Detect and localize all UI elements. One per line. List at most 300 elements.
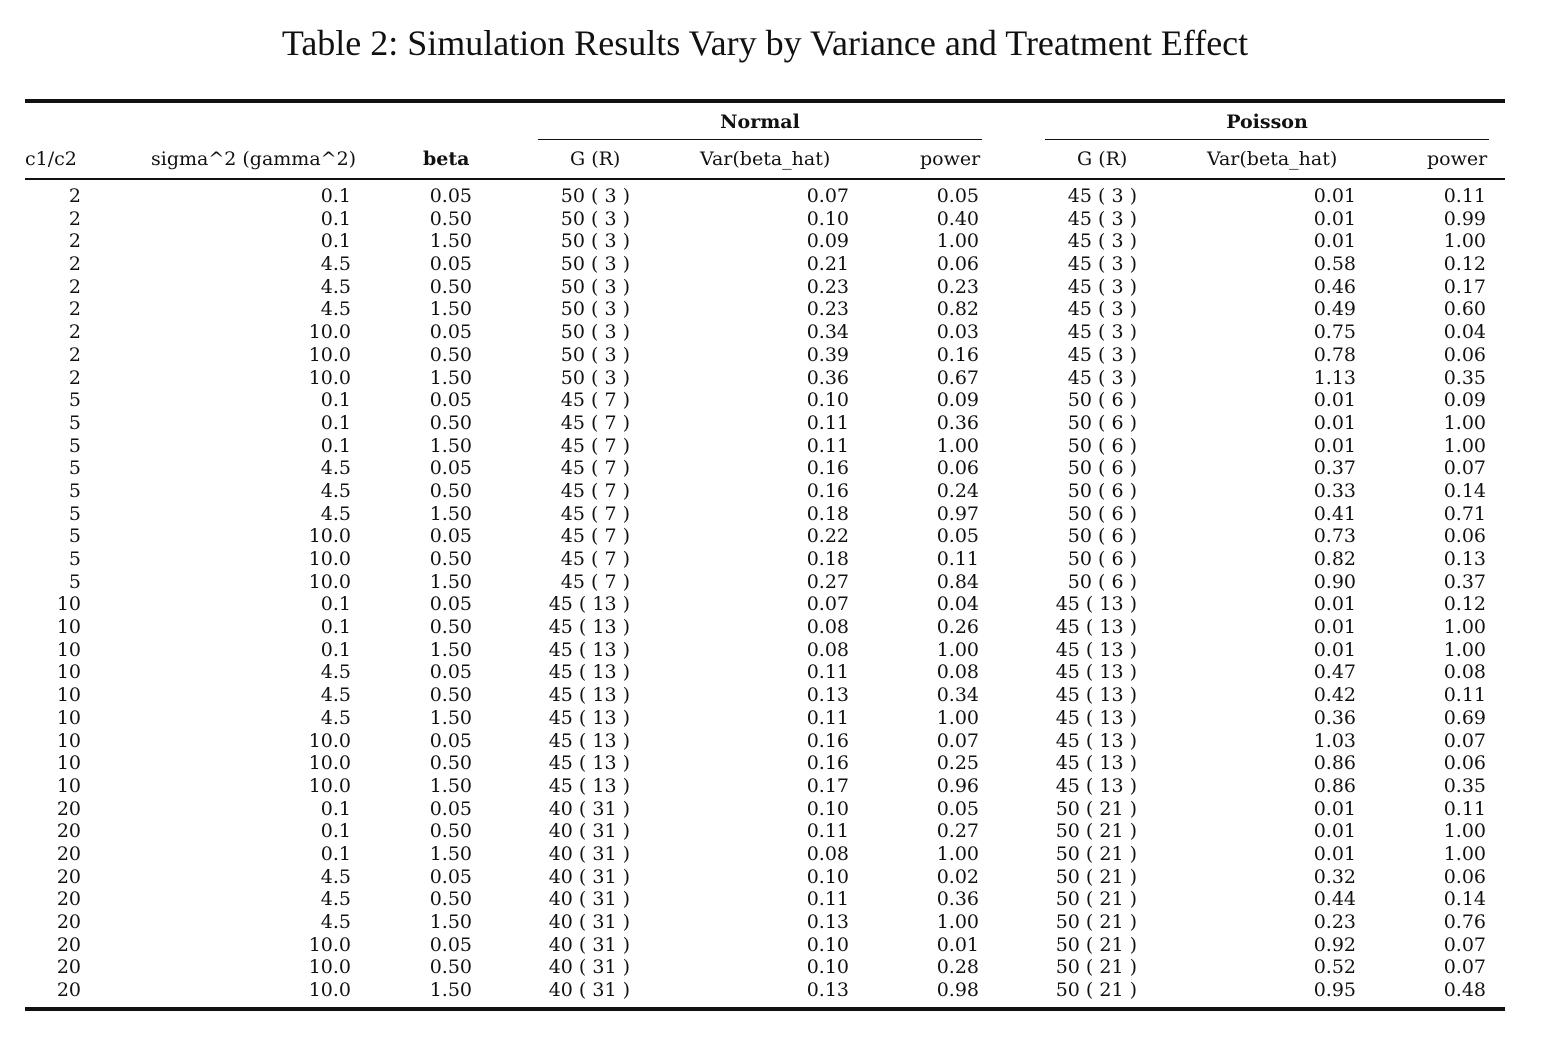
cell-var-poisson: 0.95: [1313, 979, 1356, 1002]
cell-power-poisson: 0.07: [1443, 956, 1486, 979]
cell-power-poisson: 0.07: [1443, 457, 1486, 480]
cell-beta: 0.50: [429, 548, 472, 570]
cell-var-poisson: 0.01: [1313, 185, 1356, 207]
cell-beta: 0.50: [429, 888, 472, 911]
cell-var-normal: 0.07: [806, 185, 849, 207]
cell-c1c2: 5: [68, 411, 81, 434]
cell-g-poisson: 50 ( 21 ): [1055, 865, 1137, 888]
cell-g-normal: 45 ( 13 ): [548, 684, 630, 707]
cell-power-poisson: 0.13: [1443, 548, 1486, 570]
cell-power-normal: 0.03: [936, 321, 979, 344]
col-header-power-normal: power: [920, 148, 981, 170]
cell-c1c2: 2: [68, 253, 81, 276]
cell-beta: 0.05: [429, 525, 472, 548]
cell-sigma: 4.5: [320, 502, 351, 525]
cell-power-normal: 0.11: [936, 548, 979, 570]
cell-sigma: 4.5: [320, 661, 351, 684]
cell-g-normal: 45 ( 7 ): [560, 434, 630, 457]
table-row: [0, 593, 1548, 616]
cell-g-normal: 50 ( 3 ): [560, 185, 630, 207]
cell-g-poisson: 45 ( 13 ): [1055, 729, 1137, 752]
cell-g-poisson: 50 ( 6 ): [1067, 411, 1137, 434]
cell-power-normal: 0.67: [936, 366, 979, 389]
table-row: [0, 435, 1548, 458]
col-header-var-normal: Var(beta_hat): [700, 148, 831, 170]
cell-g-poisson: 50 ( 6 ): [1067, 457, 1137, 480]
table-row: [0, 389, 1548, 412]
group-header-normal: Normal: [720, 111, 800, 133]
cell-g-poisson: 50 ( 6 ): [1067, 479, 1137, 502]
table-row: [0, 820, 1548, 843]
cell-var-poisson: 0.01: [1313, 820, 1356, 843]
cell-c1c2: 10: [56, 684, 81, 707]
table-body: [0, 185, 1548, 1002]
cell-beta: 1.50: [429, 298, 472, 321]
cell-g-normal: 45 ( 13 ): [548, 661, 630, 684]
cell-power-normal: 1.00: [936, 706, 979, 729]
cell-beta: 0.05: [429, 253, 472, 276]
cell-g-poisson: 50 ( 21 ): [1055, 911, 1137, 933]
cell-sigma: 4.5: [320, 865, 351, 888]
cell-var-normal: 0.09: [806, 230, 849, 253]
cell-var-poisson: 0.92: [1313, 933, 1356, 956]
table-row: [0, 185, 1548, 208]
cell-power-normal: 0.05: [936, 185, 979, 207]
cell-var-poisson: 0.01: [1313, 207, 1356, 230]
cell-power-normal: 0.01: [936, 933, 979, 956]
cell-c1c2: 2: [68, 343, 81, 366]
cell-var-normal: 0.07: [806, 593, 849, 616]
table-row: [0, 934, 1548, 957]
table-row: [0, 276, 1548, 299]
cell-g-normal: 40 ( 31 ): [548, 842, 630, 865]
cell-sigma: 10.0: [308, 933, 351, 956]
cell-g-normal: 45 ( 7 ): [560, 411, 630, 434]
cell-power-poisson: 1.00: [1443, 411, 1486, 434]
cell-var-normal: 0.17: [806, 774, 849, 797]
cell-g-poisson: 45 ( 3 ): [1067, 275, 1137, 298]
cell-var-normal: 0.11: [806, 888, 849, 911]
cell-g-normal: 50 ( 3 ): [560, 343, 630, 366]
cell-var-normal: 0.36: [806, 366, 849, 389]
cell-power-normal: 0.96: [936, 774, 979, 797]
cell-g-normal: 50 ( 3 ): [560, 253, 630, 276]
cell-var-poisson: 0.75: [1313, 321, 1356, 344]
cell-var-normal: 0.10: [806, 797, 849, 820]
cell-g-normal: 40 ( 31 ): [548, 956, 630, 979]
cell-g-poisson: 50 ( 21 ): [1055, 979, 1137, 1002]
cell-power-poisson: 0.37: [1443, 570, 1486, 593]
cell-g-poisson: 50 ( 6 ): [1067, 570, 1137, 593]
cell-g-normal: 45 ( 13 ): [548, 593, 630, 616]
cell-g-poisson: 50 ( 6 ): [1067, 389, 1137, 412]
cell-sigma: 4.5: [320, 275, 351, 298]
table-row: [0, 503, 1548, 526]
cell-c1c2: 2: [68, 366, 81, 389]
cell-power-normal: 1.00: [936, 842, 979, 865]
cell-g-normal: 50 ( 3 ): [560, 366, 630, 389]
cell-power-poisson: 1.00: [1443, 230, 1486, 253]
cell-c1c2: 2: [68, 298, 81, 321]
cell-sigma: 10.0: [308, 774, 351, 797]
cell-power-normal: 0.02: [936, 865, 979, 888]
cell-var-normal: 0.23: [806, 298, 849, 321]
table-row: [0, 730, 1548, 753]
cell-sigma: 0.1: [320, 185, 351, 207]
cell-c1c2: 5: [68, 570, 81, 593]
cell-var-poisson: 0.37: [1313, 457, 1356, 480]
cell-var-normal: 0.08: [806, 638, 849, 661]
cell-var-normal: 0.39: [806, 343, 849, 366]
cell-sigma: 10.0: [308, 956, 351, 979]
cell-power-normal: 0.06: [936, 457, 979, 480]
cell-beta: 1.50: [429, 434, 472, 457]
cell-var-poisson: 0.01: [1313, 616, 1356, 639]
cell-power-poisson: 0.12: [1443, 253, 1486, 276]
cell-c1c2: 2: [68, 207, 81, 230]
cell-beta: 0.05: [429, 185, 472, 207]
cell-power-poisson: 0.60: [1443, 298, 1486, 321]
cell-var-poisson: 0.44: [1313, 888, 1356, 911]
cell-power-normal: 0.82: [936, 298, 979, 321]
cell-power-normal: 0.24: [936, 479, 979, 502]
cell-c1c2: 10: [56, 752, 81, 775]
cell-power-poisson: 0.11: [1443, 684, 1486, 707]
cell-c1c2: 10: [56, 729, 81, 752]
cell-g-normal: 50 ( 3 ): [560, 230, 630, 253]
cell-sigma: 4.5: [320, 706, 351, 729]
table-row: [0, 548, 1548, 571]
cell-power-poisson: 0.06: [1443, 343, 1486, 366]
cell-c1c2: 10: [56, 638, 81, 661]
cell-beta: 0.50: [429, 820, 472, 843]
cell-sigma: 4.5: [320, 888, 351, 911]
table-row: [0, 321, 1548, 344]
cell-var-normal: 0.11: [806, 820, 849, 843]
cell-g-normal: 45 ( 7 ): [560, 525, 630, 548]
cell-g-poisson: 45 ( 13 ): [1055, 752, 1137, 775]
cell-power-poisson: 1.00: [1443, 820, 1486, 843]
cell-g-normal: 40 ( 31 ): [548, 865, 630, 888]
cell-beta: 1.50: [429, 979, 472, 1002]
table-row: [0, 367, 1548, 390]
table-row: [0, 412, 1548, 435]
cell-g-poisson: 50 ( 21 ): [1055, 933, 1137, 956]
cell-beta: 0.05: [429, 389, 472, 412]
cell-var-normal: 0.10: [806, 865, 849, 888]
cell-power-poisson: 0.07: [1443, 729, 1486, 752]
cell-var-normal: 0.10: [806, 389, 849, 412]
cell-g-normal: 40 ( 31 ): [548, 797, 630, 820]
cell-power-normal: 0.27: [936, 820, 979, 843]
cell-sigma: 10.0: [308, 570, 351, 593]
cell-sigma: 0.1: [320, 593, 351, 616]
cell-power-normal: 0.25: [936, 752, 979, 775]
cell-power-poisson: 0.48: [1443, 979, 1486, 1002]
cell-sigma: 0.1: [320, 638, 351, 661]
cell-g-poisson: 45 ( 3 ): [1067, 253, 1137, 276]
cell-var-normal: 0.16: [806, 729, 849, 752]
cell-g-poisson: 45 ( 3 ): [1067, 321, 1137, 344]
cell-var-poisson: 0.46: [1313, 275, 1356, 298]
cell-sigma: 4.5: [320, 479, 351, 502]
cell-power-poisson: 0.14: [1443, 888, 1486, 911]
cell-beta: 1.50: [429, 842, 472, 865]
cell-g-poisson: 45 ( 3 ): [1067, 343, 1137, 366]
cell-c1c2: 5: [68, 479, 81, 502]
cell-var-poisson: 0.90: [1313, 570, 1356, 593]
cell-var-normal: 0.13: [806, 979, 849, 1002]
cell-g-poisson: 45 ( 3 ): [1067, 230, 1137, 253]
cell-power-normal: 0.98: [936, 979, 979, 1002]
cell-var-poisson: 0.23: [1313, 911, 1356, 933]
cell-sigma: 10.0: [308, 752, 351, 775]
table-row: [0, 208, 1548, 231]
cell-power-normal: 0.05: [936, 797, 979, 820]
cell-power-normal: 0.23: [936, 275, 979, 298]
cell-g-normal: 40 ( 31 ): [548, 820, 630, 843]
cell-var-normal: 0.22: [806, 525, 849, 548]
cell-g-normal: 40 ( 31 ): [548, 979, 630, 1002]
col-header-power-poisson: power: [1427, 148, 1488, 170]
cell-var-poisson: 0.36: [1313, 706, 1356, 729]
cell-power-poisson: 0.09: [1443, 389, 1486, 412]
table-row: [0, 775, 1548, 798]
cell-power-poisson: 0.99: [1443, 207, 1486, 230]
cell-var-poisson: 0.49: [1313, 298, 1356, 321]
cell-beta: 0.50: [429, 275, 472, 298]
cell-g-poisson: 50 ( 21 ): [1055, 842, 1137, 865]
cell-power-poisson: 0.35: [1443, 366, 1486, 389]
cell-g-normal: 50 ( 3 ): [560, 298, 630, 321]
cell-g-poisson: 50 ( 21 ): [1055, 820, 1137, 843]
table-row: [0, 888, 1548, 911]
table-row: [0, 911, 1548, 934]
cell-c1c2: 5: [68, 434, 81, 457]
cell-var-poisson: 0.01: [1313, 638, 1356, 661]
cell-g-poisson: 45 ( 13 ): [1055, 616, 1137, 639]
cell-c1c2: 5: [68, 389, 81, 412]
cell-g-poisson: 50 ( 21 ): [1055, 956, 1137, 979]
table-row: [0, 752, 1548, 775]
cell-var-normal: 0.16: [806, 479, 849, 502]
cell-sigma: 10.0: [308, 366, 351, 389]
cell-g-poisson: 45 ( 3 ): [1067, 298, 1137, 321]
cell-g-poisson: 45 ( 13 ): [1055, 774, 1137, 797]
cell-var-normal: 0.08: [806, 842, 849, 865]
cell-beta: 0.05: [429, 321, 472, 344]
cell-c1c2: 10: [56, 616, 81, 639]
cell-var-poisson: 0.52: [1313, 956, 1356, 979]
table-row: [0, 253, 1548, 276]
cell-c1c2: 20: [56, 888, 81, 911]
header-rule: [25, 178, 1505, 180]
cell-var-normal: 0.23: [806, 275, 849, 298]
cell-beta: 0.05: [429, 729, 472, 752]
cell-c1c2: 20: [56, 956, 81, 979]
normal-group-rule: [538, 139, 982, 140]
table-row: [0, 344, 1548, 367]
cell-power-normal: 0.04: [936, 593, 979, 616]
cell-sigma: 0.1: [320, 434, 351, 457]
cell-g-normal: 45 ( 13 ): [548, 616, 630, 639]
cell-beta: 1.50: [429, 502, 472, 525]
cell-var-normal: 0.18: [806, 502, 849, 525]
cell-beta: 0.05: [429, 797, 472, 820]
group-header-poisson: Poisson: [1226, 111, 1308, 133]
cell-c1c2: 10: [56, 661, 81, 684]
cell-g-normal: 45 ( 13 ): [548, 774, 630, 797]
table-row: [0, 956, 1548, 979]
cell-c1c2: 20: [56, 820, 81, 843]
table-row: [0, 616, 1548, 639]
cell-sigma: 0.1: [320, 820, 351, 843]
table-row: [0, 707, 1548, 730]
cell-var-poisson: 0.42: [1313, 684, 1356, 707]
cell-power-normal: 0.09: [936, 389, 979, 412]
cell-c1c2: 10: [56, 774, 81, 797]
cell-var-poisson: 0.86: [1313, 774, 1356, 797]
cell-g-poisson: 50 ( 6 ): [1067, 434, 1137, 457]
table-row: [0, 661, 1548, 684]
cell-c1c2: 5: [68, 457, 81, 480]
cell-power-poisson: 0.06: [1443, 865, 1486, 888]
cell-g-normal: 45 ( 7 ): [560, 479, 630, 502]
cell-g-poisson: 45 ( 3 ): [1067, 366, 1137, 389]
cell-var-normal: 0.11: [806, 434, 849, 457]
cell-beta: 1.50: [429, 366, 472, 389]
cell-var-poisson: 0.01: [1313, 842, 1356, 865]
cell-beta: 0.50: [429, 411, 472, 434]
cell-sigma: 4.5: [320, 457, 351, 480]
cell-g-poisson: 50 ( 6 ): [1067, 525, 1137, 548]
table-row: [0, 525, 1548, 548]
table-row: [0, 571, 1548, 594]
col-header-sigma: sigma^2 (gamma^2): [151, 148, 357, 170]
cell-power-poisson: 0.06: [1443, 525, 1486, 548]
table-row: [0, 843, 1548, 866]
cell-sigma: 10.0: [308, 343, 351, 366]
cell-g-normal: 45 ( 7 ): [560, 548, 630, 570]
cell-power-normal: 0.84: [936, 570, 979, 593]
cell-power-normal: 0.26: [936, 616, 979, 639]
cell-power-poisson: 0.17: [1443, 275, 1486, 298]
cell-var-poisson: 0.32: [1313, 865, 1356, 888]
cell-sigma: 0.1: [320, 411, 351, 434]
cell-c1c2: 2: [68, 185, 81, 207]
cell-var-normal: 0.10: [806, 956, 849, 979]
cell-g-normal: 45 ( 7 ): [560, 502, 630, 525]
cell-power-poisson: 0.04: [1443, 321, 1486, 344]
cell-sigma: 0.1: [320, 842, 351, 865]
cell-g-poisson: 45 ( 13 ): [1055, 661, 1137, 684]
cell-beta: 0.50: [429, 479, 472, 502]
cell-sigma: 10.0: [308, 321, 351, 344]
cell-var-poisson: 0.01: [1313, 797, 1356, 820]
cell-var-poisson: 0.47: [1313, 661, 1356, 684]
cell-beta: 0.50: [429, 616, 472, 639]
cell-c1c2: 5: [68, 525, 81, 548]
cell-var-poisson: 0.73: [1313, 525, 1356, 548]
top-rule: [25, 99, 1505, 103]
cell-var-normal: 0.11: [806, 411, 849, 434]
cell-var-poisson: 0.01: [1313, 434, 1356, 457]
col-header-g-normal: G (R): [570, 148, 621, 170]
cell-var-normal: 0.13: [806, 684, 849, 707]
cell-power-poisson: 0.06: [1443, 752, 1486, 775]
cell-power-normal: 0.05: [936, 525, 979, 548]
cell-power-normal: 0.07: [936, 729, 979, 752]
cell-power-poisson: 1.00: [1443, 616, 1486, 639]
cell-sigma: 4.5: [320, 911, 351, 933]
table-row: [0, 457, 1548, 480]
table-row: [0, 639, 1548, 662]
cell-sigma: 10.0: [308, 979, 351, 1002]
cell-power-poisson: 0.07: [1443, 933, 1486, 956]
cell-power-poisson: 0.35: [1443, 774, 1486, 797]
cell-beta: 0.50: [429, 956, 472, 979]
cell-g-poisson: 45 ( 3 ): [1067, 207, 1137, 230]
cell-beta: 1.50: [429, 774, 472, 797]
cell-power-poisson: 0.11: [1443, 797, 1486, 820]
cell-var-poisson: 0.86: [1313, 752, 1356, 775]
cell-g-poisson: 45 ( 13 ): [1055, 593, 1137, 616]
cell-beta: 0.05: [429, 661, 472, 684]
table-row: [0, 684, 1548, 707]
cell-c1c2: 20: [56, 842, 81, 865]
poisson-group-rule: [1045, 139, 1489, 140]
cell-power-normal: 1.00: [936, 638, 979, 661]
cell-beta: 0.50: [429, 684, 472, 707]
cell-sigma: 4.5: [320, 253, 351, 276]
cell-var-normal: 0.34: [806, 321, 849, 344]
cell-sigma: 10.0: [308, 548, 351, 570]
cell-g-normal: 45 ( 13 ): [548, 729, 630, 752]
table-row: [0, 979, 1548, 1002]
cell-beta: 1.50: [429, 570, 472, 593]
cell-power-normal: 0.40: [936, 207, 979, 230]
cell-var-poisson: 0.33: [1313, 479, 1356, 502]
cell-g-normal: 45 ( 7 ): [560, 570, 630, 593]
cell-sigma: 0.1: [320, 616, 351, 639]
cell-power-normal: 0.36: [936, 411, 979, 434]
col-header-var-poisson: Var(beta_hat): [1207, 148, 1338, 170]
cell-power-normal: 0.36: [936, 888, 979, 911]
cell-c1c2: 2: [68, 230, 81, 253]
cell-power-poisson: 0.71: [1443, 502, 1486, 525]
cell-power-poisson: 0.12: [1443, 593, 1486, 616]
cell-var-normal: 0.13: [806, 911, 849, 933]
cell-power-poisson: 0.11: [1443, 185, 1486, 207]
cell-var-normal: 0.21: [806, 253, 849, 276]
cell-var-normal: 0.10: [806, 933, 849, 956]
cell-sigma: 0.1: [320, 389, 351, 412]
cell-sigma: 10.0: [308, 525, 351, 548]
table-row: [0, 480, 1548, 503]
cell-beta: 0.05: [429, 593, 472, 616]
cell-power-normal: 0.28: [936, 956, 979, 979]
col-header-beta: beta: [423, 148, 470, 170]
cell-g-poisson: 45 ( 3 ): [1067, 185, 1137, 207]
col-header-c1c2: c1/c2: [25, 148, 77, 170]
cell-power-normal: 1.00: [936, 230, 979, 253]
cell-var-poisson: 0.41: [1313, 502, 1356, 525]
cell-power-normal: 0.97: [936, 502, 979, 525]
cell-g-poisson: 45 ( 13 ): [1055, 706, 1137, 729]
cell-g-normal: 45 ( 13 ): [548, 752, 630, 775]
cell-sigma: 0.1: [320, 797, 351, 820]
cell-var-normal: 0.16: [806, 457, 849, 480]
